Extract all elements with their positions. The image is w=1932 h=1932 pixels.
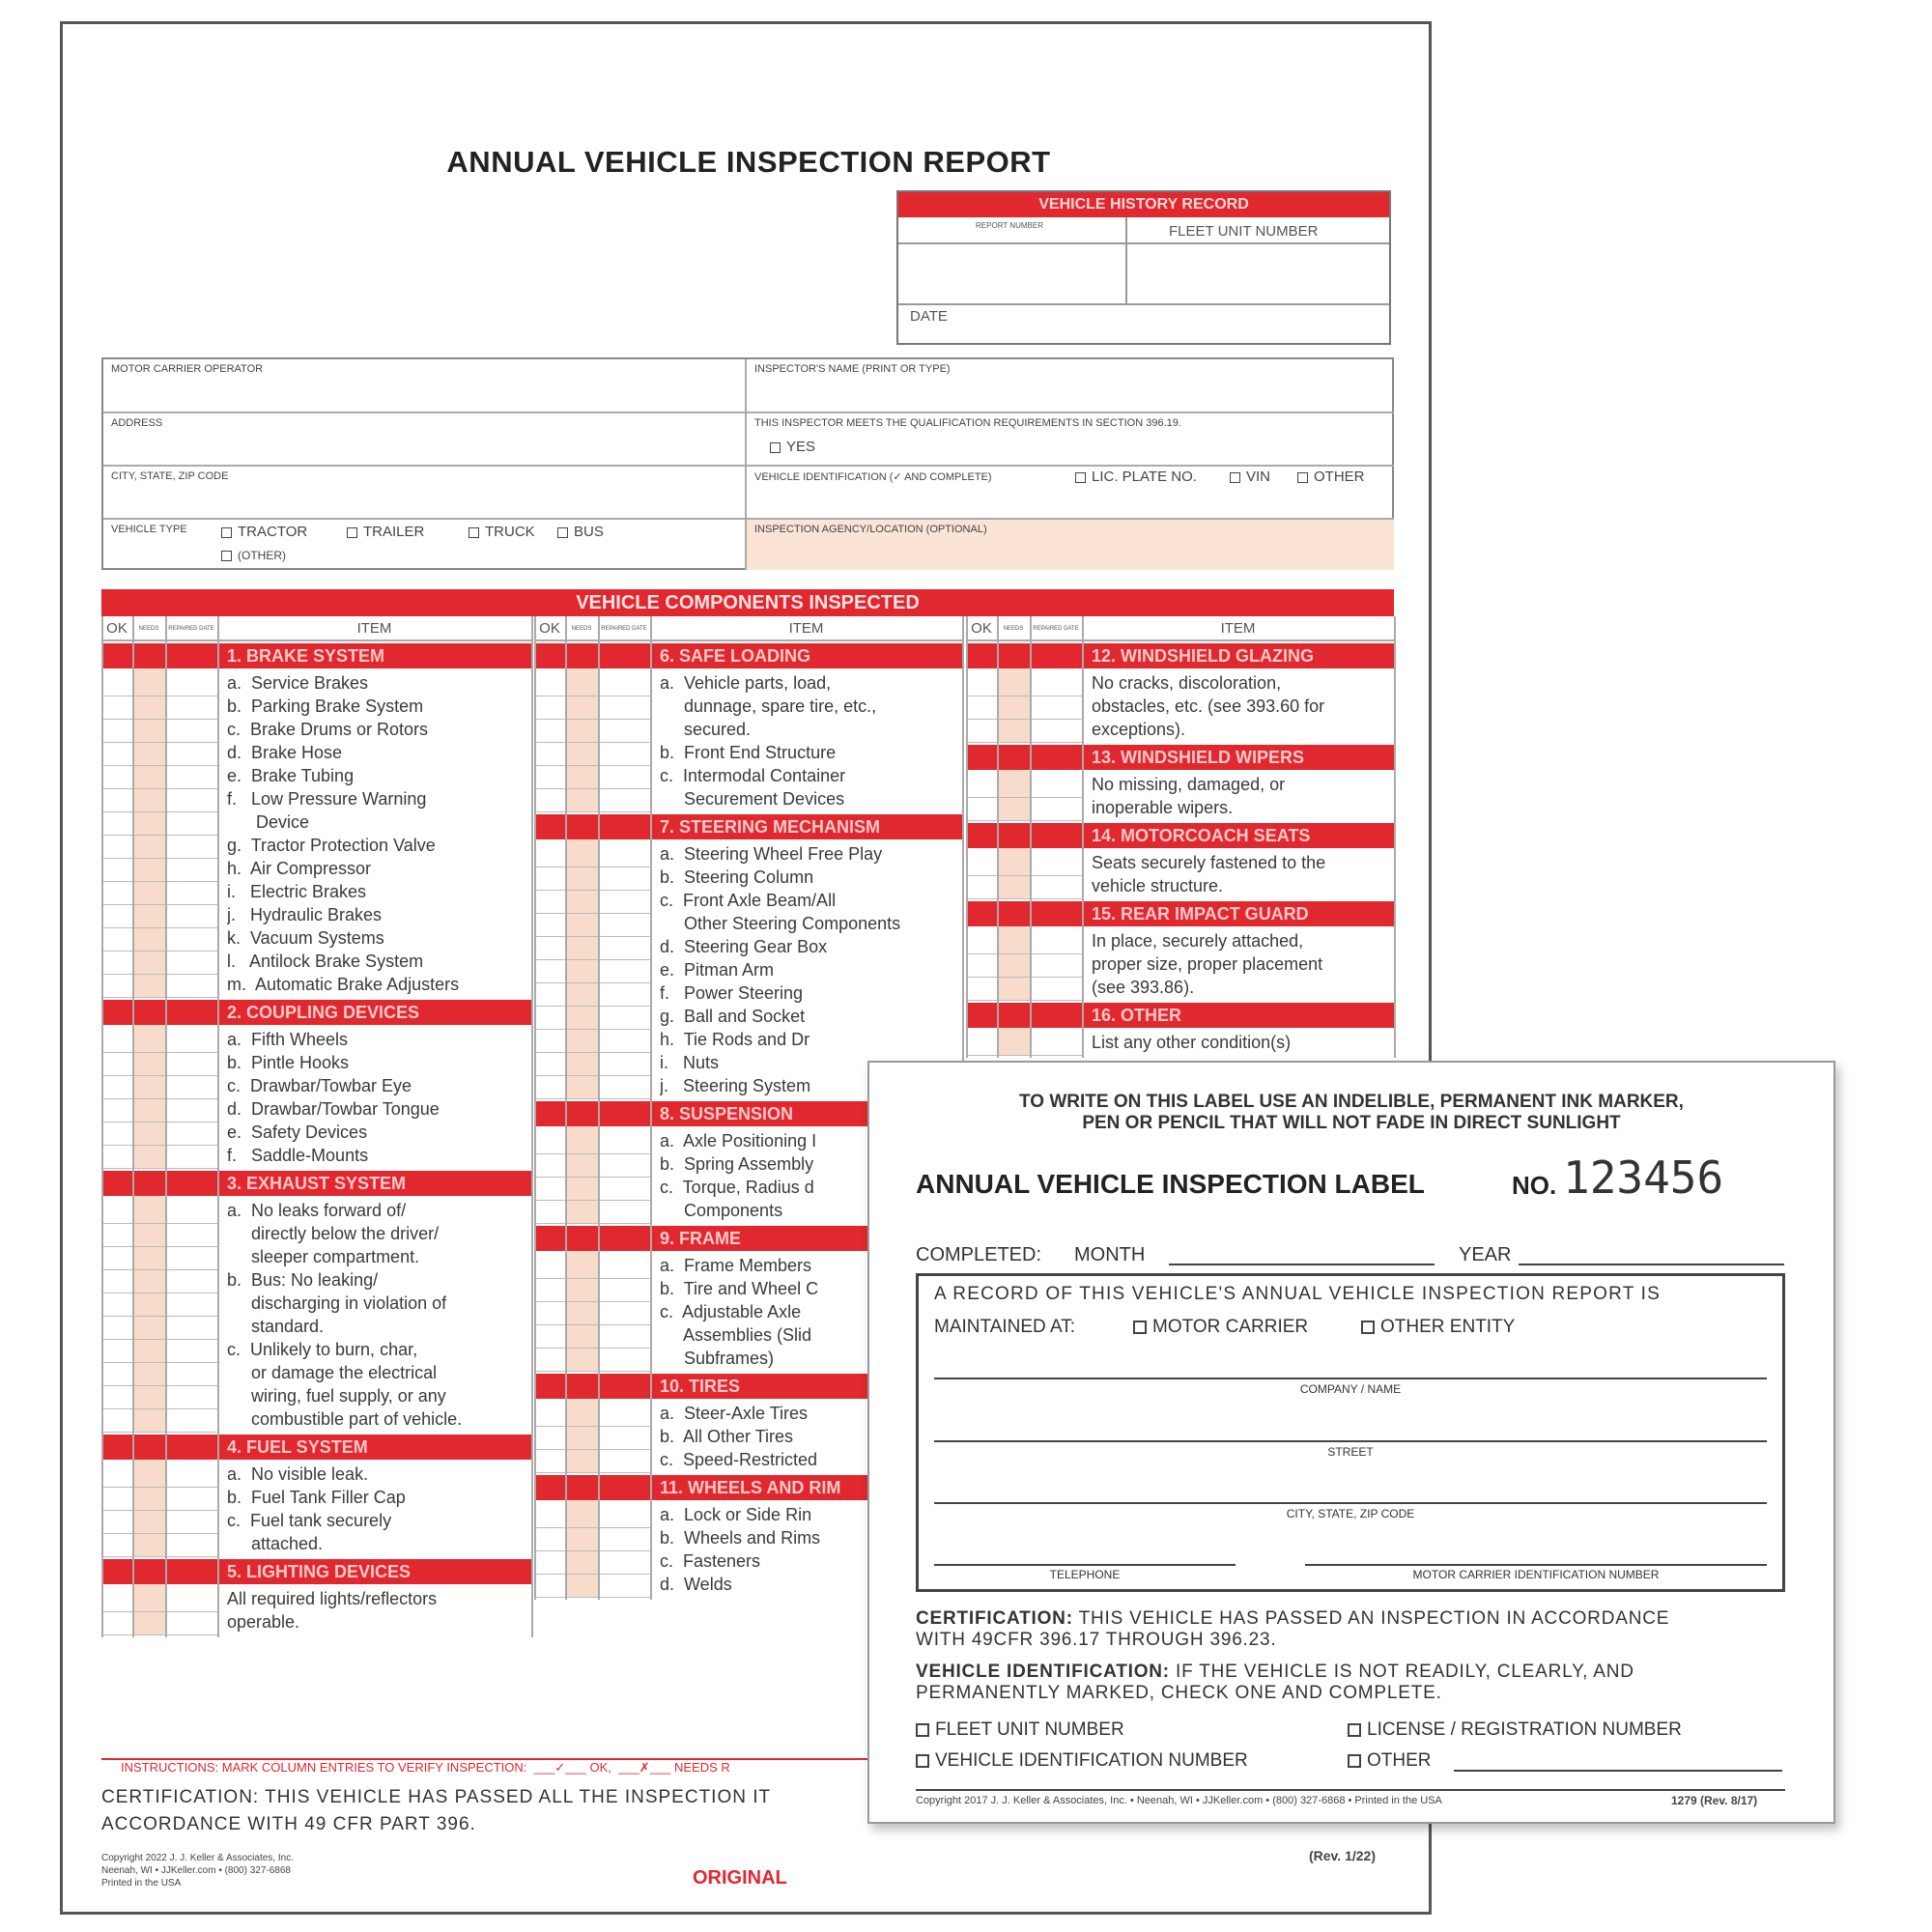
section-title: 4. FUEL SYSTEM [227, 1437, 368, 1457]
checklist-item: or damage the electrical [227, 1363, 438, 1382]
checklist-item: m. Automatic Brake Adjusters [227, 975, 460, 994]
row-rule [966, 953, 1082, 954]
grid-column-rule [650, 616, 652, 1600]
row-rule [534, 1550, 650, 1551]
checklist-item: c. Front Axle Beam/All [660, 891, 837, 910]
row-rule [534, 811, 650, 812]
city-line[interactable] [934, 1502, 1767, 1504]
other-checkbox-label[interactable]: OTHER [1348, 1750, 1432, 1772]
section-title: 15. REAR IMPACT GUARD [1092, 904, 1309, 923]
address-field[interactable]: ADDRESS [103, 413, 747, 467]
row-rule [966, 1055, 1082, 1056]
row-rule [101, 1269, 217, 1270]
row-rule [101, 927, 217, 928]
checklist-item: b. Front End Structure [660, 743, 837, 762]
col-repaired-header-1: REPAIRED DATE [165, 616, 217, 641]
row-rule [534, 913, 650, 914]
checklist-item: a. Fifth Wheels [227, 1030, 349, 1049]
agency-field[interactable]: INSPECTION AGENCY/LOCATION (OPTIONAL) [747, 520, 1394, 570]
row-rule [966, 1000, 1082, 1001]
needs-repair-column[interactable] [132, 1584, 165, 1634]
checklist-item: j. Steering System [660, 1076, 811, 1095]
instructions-text: INSTRUCTIONS: MARK COLUMN ENTRIES TO VERIFY INSPECTION: ___✓___ OK, ___✗___ NEEDS R [121, 1760, 730, 1775]
grid-column-rule [598, 616, 600, 1600]
row-rule [101, 1533, 217, 1534]
col-needs-header-3: NEEDS [997, 616, 1030, 641]
checklist-item: c. Fasteners [660, 1551, 761, 1571]
grid-column-rule [1394, 616, 1396, 1058]
grid-column-rule [1082, 616, 1084, 1058]
row-rule [101, 1098, 217, 1099]
row-rule [534, 1200, 650, 1201]
checklist-item: a. Steering Wheel Free Play [660, 844, 883, 864]
header-fields [101, 357, 1394, 570]
checklist-item: dunnage, spare tire, etc., [660, 696, 877, 716]
col-ok-header-2: OK [534, 616, 565, 641]
section-title: 5. LIGHTING DEVICES [227, 1562, 412, 1581]
row-rule [101, 1385, 217, 1386]
checklist-item: Seats securely fastened to the [1092, 853, 1326, 872]
needs-repair-column[interactable] [132, 1460, 165, 1556]
certification-line-2: ACCORDANCE WITH 49 CFR PART 396. [101, 1814, 476, 1834]
row-rule [101, 788, 217, 789]
other-line[interactable] [1454, 1770, 1782, 1772]
row-rule [534, 1098, 650, 1099]
city-label: CITY, STATE, ZIP CODE [1286, 1507, 1415, 1520]
row-rule [101, 1145, 217, 1146]
license-checkbox[interactable]: LICENSE / REGISTRATION NUMBER [1348, 1719, 1682, 1741]
checklist-item: c. Adjustable Axle [660, 1302, 802, 1321]
bus-checkbox[interactable]: BUS [557, 524, 604, 540]
col-item-header-3: ITEM [1082, 616, 1394, 641]
checklist-item: discharging in violation of [227, 1293, 447, 1313]
checklist-item: c. Intermodal Container [660, 766, 846, 785]
needs-repair-column[interactable] [997, 926, 1030, 1000]
needs-repair-column[interactable] [565, 1126, 598, 1223]
checklist-item: b. Bus: No leaking/ [227, 1270, 379, 1290]
history-header: VEHICLE HISTORY RECORD [898, 192, 1389, 217]
section-title: 3. EXHAUST SYSTEM [227, 1174, 407, 1193]
row-rule [966, 797, 1082, 798]
row-rule [534, 1153, 650, 1154]
checklist-item: Components [660, 1201, 783, 1220]
checklist-item: a. Frame Members [660, 1256, 812, 1275]
motor-carrier-field[interactable]: MOTOR CARRIER OPERATOR [103, 359, 747, 413]
row-rule [534, 1472, 650, 1473]
telephone-line[interactable] [934, 1564, 1236, 1566]
section-title: 7. STEERING MECHANISM [660, 817, 881, 837]
section-title: 12. WINDSHIELD GLAZING [1092, 646, 1315, 666]
col-ok-header-1: OK [101, 616, 132, 641]
checklist-item: No missing, damaged, or [1092, 775, 1286, 794]
lic-plate-checkbox[interactable]: LIC. PLATE NO. [1075, 469, 1197, 485]
footer-rule [916, 1789, 1785, 1791]
row-rule [101, 1487, 217, 1488]
row-rule [534, 1574, 650, 1575]
history-rule-2 [898, 303, 1389, 305]
fleet-unit-checkbox[interactable]: FLEET UNIT NUMBER [916, 1719, 1124, 1741]
row-rule [534, 1052, 650, 1053]
section-title: 8. SUSPENSION [660, 1104, 794, 1123]
checklist-item: secured. [660, 720, 752, 739]
row-rule [534, 719, 650, 720]
completed-label: COMPLETED: [916, 1244, 1042, 1265]
city-state-field[interactable]: CITY, STATE, ZIP CODE [103, 467, 747, 520]
checklist-item: d. Brake Hose [227, 743, 343, 762]
checklist-item: d. Drawbar/Towbar Tongue [227, 1099, 440, 1119]
checklist-item: Device [227, 812, 310, 832]
date-label: DATE [910, 308, 948, 325]
needs-repair-column[interactable] [565, 1500, 598, 1597]
checklist-item: e. Brake Tubing [227, 766, 355, 785]
row-rule [966, 898, 1082, 899]
row-rule [101, 835, 217, 836]
grid-column-rule [534, 616, 536, 1600]
grid-column-rule [997, 616, 999, 1058]
checklist-item: a. Axle Positioning I [660, 1131, 817, 1151]
row-rule [101, 1510, 217, 1511]
checklist-item: k. Vacuum Systems [227, 928, 384, 948]
checklist-item: wiring, fuel supply, or any [227, 1386, 446, 1406]
grid-column-rule [1030, 616, 1032, 1058]
grid-column-rule [531, 616, 533, 1637]
row-rule [534, 765, 650, 766]
section-title: 16. OTHER [1092, 1006, 1182, 1025]
qualification-field: THIS INSPECTOR MEETS THE QUALIFICATION REQUIREMENTS IN SECTION 396.19. YES [747, 413, 1394, 467]
checklist-item: a. Service Brakes [227, 673, 369, 693]
col-item-header-2: ITEM [650, 616, 962, 641]
row-rule [101, 742, 217, 743]
checklist-item: c. Unlikely to burn, char, [227, 1340, 418, 1359]
row-rule [534, 936, 650, 937]
row-rule [101, 1362, 217, 1363]
label-form-number: 1279 (Rev. 8/17) [1671, 1794, 1758, 1807]
checklist-item: a. Steer-Axle Tires [660, 1404, 809, 1423]
checklist-item: a. Lock or Side Rin [660, 1505, 812, 1524]
needs-repair-column[interactable] [565, 1399, 598, 1472]
checklist-item: g. Tractor Protection Valve [227, 836, 436, 855]
history-rule [898, 242, 1389, 244]
checklist-item: b. Parking Brake System [227, 696, 424, 716]
checklist-item: c. Fuel tank securely [227, 1511, 392, 1530]
checklist-item: h. Tie Rods and Dr [660, 1030, 810, 1049]
other-id-checkbox[interactable]: OTHER [1297, 469, 1365, 485]
col-needs-header-2: NEEDS [565, 616, 598, 641]
checklist-item: operable. [227, 1612, 300, 1632]
other-entity-checkbox[interactable]: OTHER ENTITY [1361, 1317, 1515, 1338]
vin-checkbox[interactable]: VIN [1230, 469, 1270, 485]
row-rule [101, 719, 217, 720]
checklist-item: proper size, proper placement [1092, 954, 1323, 974]
record-box [916, 1273, 1785, 1592]
row-rule [101, 1408, 217, 1409]
row-rule [101, 1432, 217, 1433]
yes-checkbox[interactable]: YES [770, 439, 815, 455]
street-line[interactable] [934, 1440, 1767, 1442]
checklist-item: i. Electric Brakes [227, 882, 367, 901]
checklist-item: No cracks, discoloration, [1092, 673, 1282, 693]
row-rule [534, 1029, 650, 1030]
label-certification: CERTIFICATION: THIS VEHICLE HAS PASSED AN INSPECTION IN ACCORDANCE WITH 49CFR 396.17 THROUGH 396.23. [916, 1608, 1670, 1650]
row-rule [101, 997, 217, 998]
year-label: YEAR [1459, 1244, 1512, 1265]
history-divider [1125, 217, 1127, 304]
original-mark: ORIGINAL [693, 1867, 787, 1889]
checklist-item: h. Air Compressor [227, 859, 372, 878]
checklist-item: e. Pitman Arm [660, 960, 775, 980]
needs-repair-column[interactable] [565, 839, 598, 1098]
checklist-item: sleeper compartment. [227, 1247, 420, 1266]
truck-checkbox[interactable]: TRUCK [469, 524, 535, 540]
components-header: VEHICLE COMPONENTS INSPECTED [101, 589, 1394, 616]
row-rule [534, 1006, 650, 1007]
row-rule [534, 1449, 650, 1450]
row-rule [534, 1301, 650, 1302]
row-rule [534, 1527, 650, 1528]
row-rule [534, 890, 650, 891]
needs-repair-column[interactable] [132, 668, 165, 997]
row-rule [534, 1075, 650, 1076]
checklist-item: inoperable wipers. [1092, 798, 1234, 817]
grid-column-rule [101, 616, 103, 1637]
col-needs-header-1: NEEDS [132, 616, 165, 641]
row-rule [101, 765, 217, 766]
checklist-item: f. Power Steering [660, 983, 804, 1003]
vehicle-type-field: VEHICLE TYPE TRACTOR TRAILER TRUCK BUS (OTHER) [103, 520, 747, 570]
vehicle-id-field: VEHICLE IDENTIFICATION (✓ AND COMPLETE) LIC. PLATE NO. VIN OTHER [747, 467, 1394, 520]
row-rule [534, 788, 650, 789]
col-ok-header-3: OK [966, 616, 997, 641]
checklist-item: b. Tire and Wheel C [660, 1279, 819, 1298]
row-rule [101, 1168, 217, 1169]
row-rule [534, 1324, 650, 1325]
grid-column-rule [132, 616, 134, 1637]
checklist-item: b. Steering Column [660, 867, 814, 887]
checklist-item: b. Spring Assembly [660, 1154, 814, 1174]
row-rule [101, 1075, 217, 1076]
maintained-label: MAINTAINED AT: [934, 1317, 1076, 1337]
report-number-label: REPORT NUMBER [976, 221, 1043, 230]
row-rule [534, 742, 650, 743]
checklist-item: a. No leaks forward of/ [227, 1201, 407, 1220]
needs-repair-column[interactable] [565, 668, 598, 811]
street-label: STREET [1327, 1445, 1374, 1459]
needs-repair-column[interactable] [997, 1028, 1030, 1055]
checklist-item: directly below the driver/ [227, 1224, 440, 1243]
col-repaired-header-3: REPAIRED DATE [1030, 616, 1082, 641]
row-rule [534, 1597, 650, 1598]
checklist-item: attached. [227, 1534, 324, 1553]
row-rule [534, 1177, 650, 1178]
section-title: 13. WINDSHIELD WIPERS [1092, 748, 1305, 767]
report-revision: (Rev. 1/22) [1309, 1848, 1376, 1863]
row-rule [101, 1246, 217, 1247]
checklist-item: Subframes) [660, 1349, 775, 1368]
checklist-item: standard. [227, 1317, 325, 1336]
row-rule [101, 951, 217, 952]
row-rule [101, 1556, 217, 1557]
row-rule [966, 742, 1082, 743]
checklist-item: b. Fuel Tank Filler Cap [227, 1488, 406, 1507]
record-text: A RECORD OF THIS VEHICLE'S ANNUAL VEHICLE INSPECTION REPORT IS [934, 1284, 1661, 1304]
month-label: MONTH [1074, 1244, 1146, 1265]
certification-line-1: CERTIFICATION: THIS VEHICLE HAS PASSED ALL THE INSPECTION IT [101, 1787, 772, 1807]
col-item-header-1: ITEM [217, 616, 531, 641]
section-title: 10. TIRES [660, 1377, 741, 1396]
checklist-item: exceptions). [1092, 720, 1186, 739]
checklist-item: a. No visible leak. [227, 1464, 369, 1484]
inspection-label-card [867, 1061, 1835, 1824]
checklist-item: c. Torque, Radius d [660, 1178, 814, 1197]
checklist-item: b. Wheels and Rims [660, 1528, 821, 1548]
needs-repair-column[interactable] [132, 1025, 165, 1168]
row-rule [101, 1634, 217, 1635]
report-copyright: Copyright 2022 J. J. Keller & Associates, Inc. Neenah, WI • JJKeller.com • (800) 327-6868 Printed in the USA [101, 1853, 294, 1889]
row-rule [101, 1052, 217, 1053]
row-rule [966, 977, 1082, 978]
row-rule [101, 858, 217, 859]
section-title: 14. MOTORCOACH SEATS [1092, 826, 1311, 845]
row-rule [534, 1223, 650, 1224]
grid-column-rule [966, 616, 968, 1058]
section-title: 9. FRAME [660, 1229, 742, 1248]
mc-id-line[interactable] [1305, 1564, 1767, 1566]
other-type-checkbox[interactable]: (OTHER) [221, 549, 286, 562]
report-title: ANNUAL VEHICLE INSPECTION REPORT [446, 145, 1051, 179]
row-rule [101, 1223, 217, 1224]
year-line[interactable] [1519, 1264, 1784, 1265]
row-rule [101, 974, 217, 975]
tractor-checkbox[interactable]: TRACTOR [221, 524, 307, 540]
checklist-item: (see 393.86). [1092, 978, 1195, 997]
section-title: 6. SAFE LOADING [660, 646, 811, 666]
checklist-item: l. Antilock Brake System [227, 952, 424, 971]
checklist-item: In place, securely attached, [1092, 931, 1304, 951]
checklist-item: c. Drawbar/Towbar Eye [227, 1076, 412, 1095]
label-title: ANNUAL VEHICLE INSPECTION LABEL [916, 1169, 1425, 1199]
needs-repair-column[interactable] [997, 668, 1030, 742]
fleet-unit-label: FLEET UNIT NUMBER [1169, 223, 1319, 240]
checklist-item: b. All Other Tires [660, 1427, 794, 1446]
label-number: 123456 [1563, 1151, 1724, 1204]
telephone-label: TELEPHONE [1049, 1568, 1121, 1581]
checklist-item: e. Safety Devices [227, 1122, 368, 1142]
needs-repair-column[interactable] [997, 848, 1030, 898]
checklist-item: b. Pintle Hooks [227, 1053, 350, 1072]
row-rule [534, 1348, 650, 1349]
section-title: 11. WHEELS AND RIM [660, 1478, 841, 1497]
checklist-item: d. Steering Gear Box [660, 937, 828, 956]
mc-id-label: MOTOR CARRIER IDENTIFICATION NUMBER [1412, 1568, 1660, 1581]
row-rule [101, 1611, 217, 1612]
row-rule [534, 1278, 650, 1279]
checklist-item: c. Speed-Restricted [660, 1450, 818, 1469]
checklist-item: All required lights/reflectors [227, 1589, 438, 1608]
col-repaired-header-2: REPAIRED DATE [598, 616, 650, 641]
row-rule [534, 1371, 650, 1372]
row-rule [101, 1339, 217, 1340]
inspector-name-field[interactable]: INSPECTOR'S NAME (PRINT OR TYPE) [747, 359, 1394, 413]
needs-repair-column[interactable] [997, 770, 1030, 820]
checklist-item: Securement Devices [660, 789, 845, 809]
checklist-item: combustible part of vehicle. [227, 1409, 463, 1429]
checklist-item: obstacles, etc. (see 393.60 for [1092, 696, 1325, 716]
vin-checkbox-label[interactable]: VEHICLE IDENTIFICATION NUMBER [916, 1750, 1248, 1772]
checklist-item: d. Welds [660, 1575, 732, 1594]
row-rule [966, 719, 1082, 720]
checklist-item: a. Vehicle parts, load, [660, 673, 832, 693]
grid-column-rule [565, 616, 567, 1600]
row-rule [534, 1426, 650, 1427]
needs-repair-column[interactable] [565, 1251, 598, 1371]
section-title: 2. COUPLING DEVICES [227, 1003, 420, 1022]
checklist-item: c. Brake Drums or Rotors [227, 720, 429, 739]
company-label: COMPANY / NAME [1299, 1382, 1402, 1396]
row-rule [101, 904, 217, 905]
checklist-item: vehicle structure. [1092, 876, 1224, 895]
row-rule [534, 982, 650, 983]
row-rule [966, 875, 1082, 876]
checklist-item: List any other condition(s) [1092, 1033, 1292, 1052]
checklist-item: Assemblies (Slid [660, 1325, 812, 1345]
label-copyright: Copyright 2017 J. J. Keller & Associates, Inc. • Neenah, WI • JJKeller.com • (800) 327-6868 • Printed in the USA [916, 1795, 1442, 1806]
row-rule [534, 959, 650, 960]
needs-repair-column[interactable] [132, 1196, 165, 1432]
row-rule [101, 1316, 217, 1317]
checklist-item: g. Ball and Socket [660, 1007, 806, 1026]
row-rule [101, 811, 217, 812]
grid-column-rule [165, 616, 167, 1637]
row-rule [101, 881, 217, 882]
company-line[interactable] [934, 1378, 1767, 1379]
label-instructions: TO WRITE ON THIS LABEL USE AN INDELIBLE, PERMANENT INK MARKER, PEN OR PENCIL THAT WILL NOT FADE IN DIRECT SUNLIGHT [1019, 1092, 1684, 1133]
month-line[interactable] [1169, 1264, 1435, 1265]
checklist-item: f. Low Pressure Warning [227, 789, 427, 809]
section-title: 1. BRAKE SYSTEM [227, 646, 385, 666]
vehicle-history-record [896, 190, 1391, 345]
grid-column-rule [217, 616, 219, 1637]
checklist-item: j. Hydraulic Brakes [227, 905, 383, 924]
checklist-item: f. Saddle-Mounts [227, 1146, 369, 1165]
motor-carrier-checkbox[interactable]: MOTOR CARRIER [1133, 1317, 1308, 1338]
row-rule [966, 820, 1082, 821]
label-no: NO. [1512, 1171, 1557, 1200]
checklist-item: i. Nuts [660, 1053, 720, 1072]
checklist-item: Other Steering Components [660, 914, 901, 933]
label-vehicle-id: VEHICLE IDENTIFICATION: IF THE VEHICLE IS NOT READILY, CLEARLY, AND PERMANENTLY MARKED, CHECK ONE AND COMPLETE. [916, 1662, 1634, 1703]
trailer-checkbox[interactable]: TRAILER [347, 524, 424, 540]
